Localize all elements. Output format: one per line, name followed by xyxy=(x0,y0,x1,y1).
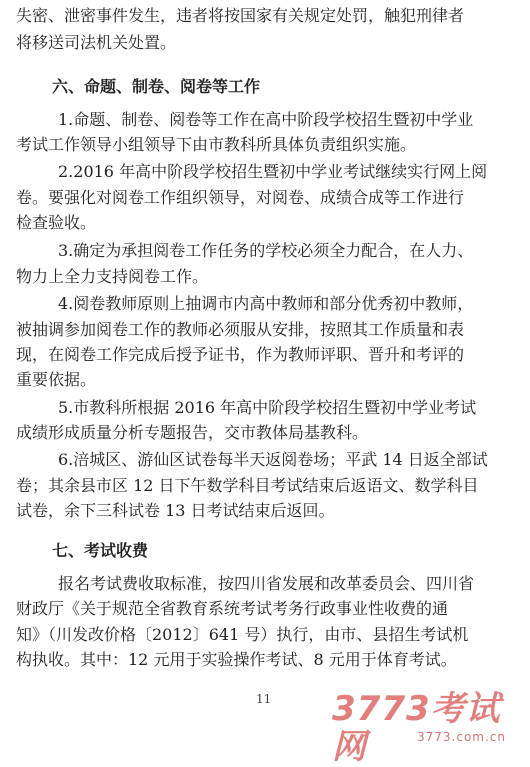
body-line: 6.涪城区、游仙区试卷每半天返阅卷场；平武 14 日返全部试 xyxy=(58,450,488,469)
body-line: 失密、泄密事件发生，违者将按国家有关规定处罚，触犯刑律者 xyxy=(16,6,465,25)
body-line: 2.2016 年高中阶段学校招生暨初中学业考试继续实行网上阅 xyxy=(58,162,488,181)
page-number: 11 xyxy=(256,692,272,706)
body-line: 4.阅卷教师原则上抽调市内高中教师和部分优秀初中教师， xyxy=(58,294,474,313)
body-line: 财政厅《关于规范全省教育系统考试考务行政事业性收费的通 xyxy=(16,599,449,618)
body-line: 试卷，余下三科试卷 13 日考试结束后返回。 xyxy=(16,501,335,520)
site-watermark xyxy=(332,689,522,767)
body-line: 5.市教科所根据 2016 年高中阶段学校招生暨初中学业考试 xyxy=(58,398,477,417)
watermark-url: 3773.com.cn xyxy=(417,730,506,744)
body-line: 重要依据。 xyxy=(16,370,97,389)
body-line: 考试工作领导小组领导下由市教科所具体负责组织实施。 xyxy=(16,135,417,154)
body-line: 检查验收。 xyxy=(16,213,97,232)
body-line: 卷。要强化对阅卷工作组织领导，对阅卷、成绩合成等工作进行 xyxy=(16,188,465,207)
body-line: 构执收。其中：12 元用于实验操作考试、8 元用于体育考试。 xyxy=(16,650,457,669)
body-line: 成绩形成质量分析专题报告，交市教体局基教科。 xyxy=(16,423,369,442)
body-line: 被抽调参加阅卷工作的教师必须服从安排，按照其工作质量和表 xyxy=(16,320,465,339)
section-heading: 七、考试收费 xyxy=(52,541,149,560)
body-line: 报名考试费收取标准，按四川省发展和改革委员会、四川省 xyxy=(58,574,475,593)
body-line: 3.确定为承担阅卷工作任务的学校必须全力配合，在人力、 xyxy=(58,241,474,260)
body-line: 现，在阅卷工作完成后授予证书，作为教师评职、晋升和考评的 xyxy=(16,345,465,364)
body-line: 将移送司法机关处置。 xyxy=(16,33,177,52)
watermark-logo-text: 3773考试网 xyxy=(332,689,501,767)
body-line: 物力上全力支持阅卷工作。 xyxy=(16,267,209,286)
section-heading: 六、命题、制卷、阅卷等工作 xyxy=(52,77,261,96)
body-line: 1.命题、制卷、阅卷等工作在高中阶段学校招生暨初中学业 xyxy=(58,110,474,129)
body-line: 知》（川发改价格〔2012〕641 号）执行，由市、县招生考试机 xyxy=(16,625,469,644)
body-line: 卷；其余县市区 12 日下午数学科目考试结束后返语文、数学科目 xyxy=(16,476,479,495)
